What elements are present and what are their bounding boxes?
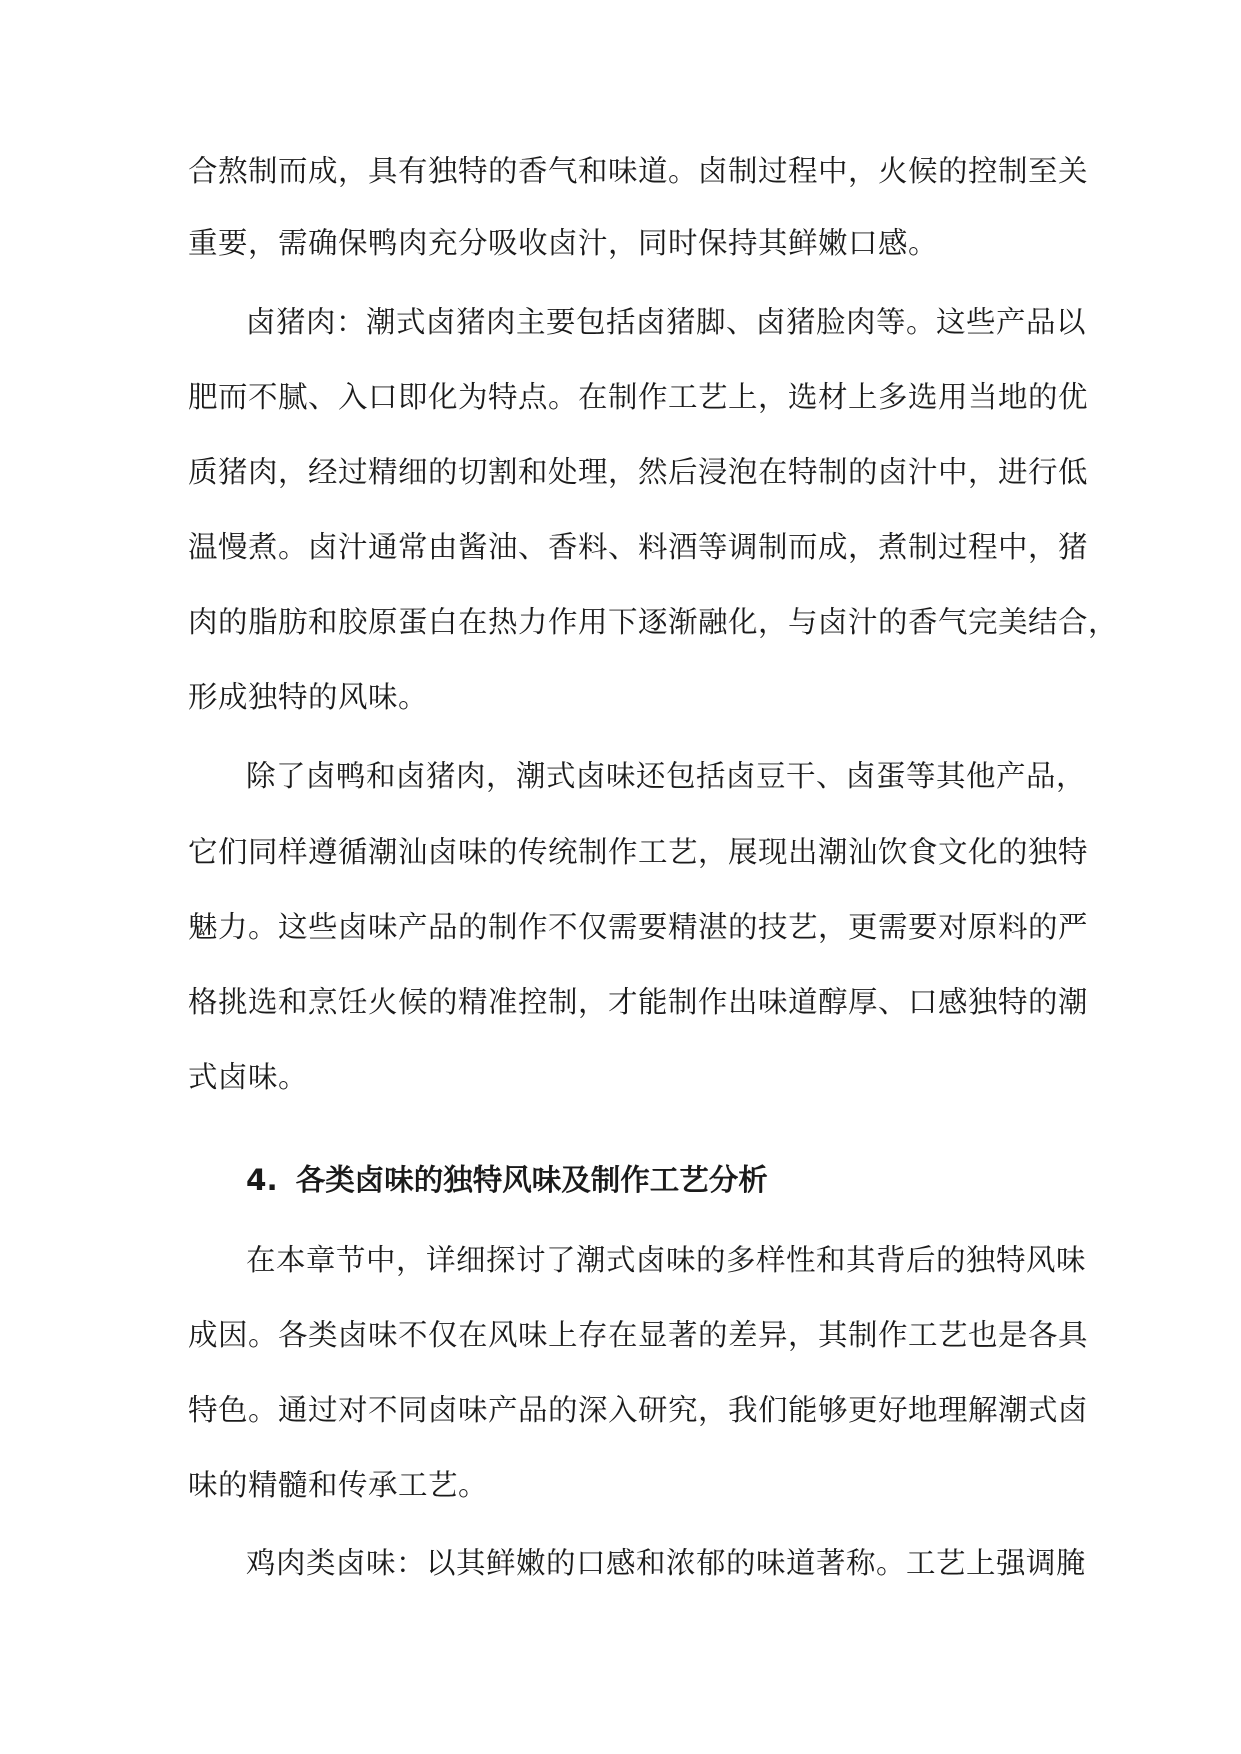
paragraph-1-line-1: 合熬制而成，具有独特的香气和味道。卤制过程中，火候的控制至关	[188, 154, 1089, 188]
section-heading-title: 各类卤味的独特风味及制作工艺分析	[295, 1163, 768, 1197]
paragraph-3-line-4: 格挑选和烹饪火候的精准控制，才能制作出味道醇厚、口感独特的潮	[188, 985, 1089, 1019]
paragraph-4-line-2: 成因。各类卤味不仅在风味上存在显著的差异，其制作工艺也是各具	[188, 1318, 1089, 1352]
paragraph-2-line-2: 肥而不腻、入口即化为特点。在制作工艺上，选材上多选用当地的优	[188, 380, 1089, 414]
paragraph-2-line-4: 温慢煮。卤汁通常由酱油、香料、料酒等调制而成，煮制过程中，猪	[188, 530, 1089, 564]
paragraph-2-line-6: 形成独特的风味。	[188, 680, 429, 714]
paragraph-2-line-5: 肉的脂肪和胶原蛋白在热力作用下逐渐融化，与卤汁的香气完美结合，	[188, 605, 1119, 639]
paragraph-2-line-1: 卤猪肉：潮式卤猪肉主要包括卤猪脚、卤猪脸肉等。这些产品以	[246, 305, 1087, 339]
section-heading	[246, 1160, 768, 1200]
paragraph-3-line-5: 式卤味。	[188, 1060, 309, 1094]
paragraph-1-line-2: 重要，需确保鸭肉充分吸收卤汁，同时保持其鲜嫩口感。	[188, 226, 939, 260]
paragraph-3-line-3: 魅力。这些卤味产品的制作不仅需要精湛的技艺，更需要对原料的严	[188, 910, 1089, 944]
paragraph-3-line-1: 除了卤鸭和卤猪肉，潮式卤味还包括卤豆干、卤蛋等其他产品，	[246, 759, 1087, 793]
paragraph-4-line-3: 特色。通过对不同卤味产品的深入研究，我们能够更好地理解潮式卤	[188, 1393, 1089, 1427]
paragraph-2-line-3: 质猪肉，经过精细的切割和处理，然后浸泡在特制的卤汁中，进行低	[188, 455, 1089, 489]
paragraph-4-line-1: 在本章节中，详细探讨了潮式卤味的多样性和其背后的独特风味	[246, 1243, 1087, 1277]
section-heading-number: 4.	[246, 1163, 278, 1197]
paragraph-5-line-1: 鸡肉类卤味：以其鲜嫩的口感和浓郁的味道著称。工艺上强调腌	[246, 1546, 1087, 1580]
paragraph-4-line-4: 味的精髓和传承工艺。	[188, 1468, 489, 1502]
paragraph-3-line-2: 它们同样遵循潮汕卤味的传统制作工艺，展现出潮汕饮食文化的独特	[188, 835, 1089, 869]
